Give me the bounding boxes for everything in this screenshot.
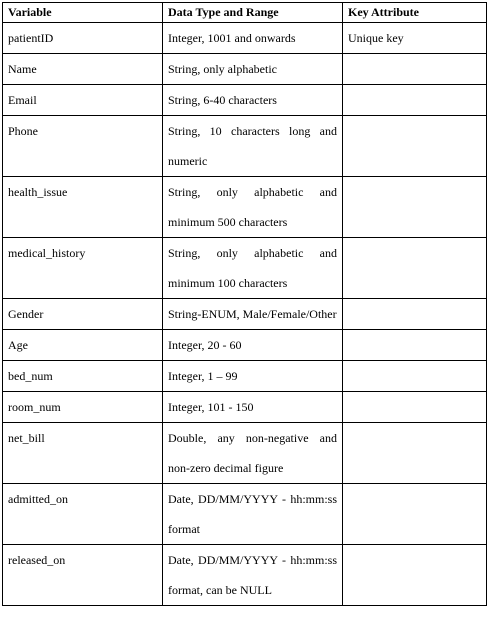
variable-cell: room_num — [3, 392, 163, 423]
table-row — [3, 116, 487, 177]
key-cell — [343, 484, 487, 545]
variable-cell: Age — [3, 330, 163, 361]
type-cell: String, 6-40 characters — [163, 85, 343, 116]
type-cell: Integer, 20 - 60 — [163, 330, 343, 361]
key-cell — [343, 423, 487, 484]
key-cell — [343, 299, 487, 330]
table-row — [3, 545, 487, 606]
table-row — [3, 423, 487, 484]
variable-cell: released_on — [3, 545, 163, 606]
table-header-row — [3, 3, 487, 23]
variable-cell: Name — [3, 54, 163, 85]
type-cell: Double, any non-negative and non-zero decimal figure — [163, 423, 343, 484]
header-key-attribute: Key Attribute — [343, 3, 487, 23]
key-cell: Unique key — [343, 23, 487, 54]
variable-cell: bed_num — [3, 361, 163, 392]
key-cell — [343, 330, 487, 361]
variable-cell: health_issue — [3, 177, 163, 238]
table-row — [3, 23, 487, 54]
key-cell — [343, 177, 487, 238]
table-row — [3, 54, 487, 85]
key-cell — [343, 361, 487, 392]
type-cell: Integer, 1001 and onwards — [163, 23, 343, 54]
type-cell: String, only alphabetic and minimum 100 characters — [163, 238, 343, 299]
table-row — [3, 484, 487, 545]
type-cell: String, only alphabetic — [163, 54, 343, 85]
key-cell — [343, 54, 487, 85]
key-cell — [343, 116, 487, 177]
variable-cell: admitted_on — [3, 484, 163, 545]
table-row — [3, 330, 487, 361]
variable-cell: net_bill — [3, 423, 163, 484]
variable-cell: patientID — [3, 23, 163, 54]
key-cell — [343, 545, 487, 606]
type-cell: String-ENUM, Male/Female/Other — [163, 299, 343, 330]
table-row — [3, 361, 487, 392]
text-cursor — [486, 571, 487, 588]
variable-cell: medical_history — [3, 238, 163, 299]
variable-cell: Email — [3, 85, 163, 116]
header-data-type-and-range: Data Type and Range — [163, 3, 343, 23]
table-row — [3, 177, 487, 238]
variable-cell: Gender — [3, 299, 163, 330]
table-row — [3, 85, 487, 116]
key-cell — [343, 238, 487, 299]
type-cell: Integer, 101 - 150 — [163, 392, 343, 423]
type-cell: String, 10 characters long and numeric — [163, 116, 343, 177]
table-row — [3, 392, 487, 423]
variable-cell: Phone — [3, 116, 163, 177]
key-cell — [343, 392, 487, 423]
header-variable: Variable — [3, 3, 163, 23]
type-cell: Date, DD/MM/YYYY - hh:mm:ss format — [163, 484, 343, 545]
table-row — [3, 299, 487, 330]
type-cell: Integer, 1 – 99 — [163, 361, 343, 392]
key-cell — [343, 85, 487, 116]
type-cell: Date, DD/MM/YYYY - hh:mm:ss format, can be NULL — [163, 545, 343, 606]
type-cell: String, only alphabetic and minimum 500 characters — [163, 177, 343, 238]
data-dictionary-table — [2, 2, 487, 606]
table-row — [3, 238, 487, 299]
